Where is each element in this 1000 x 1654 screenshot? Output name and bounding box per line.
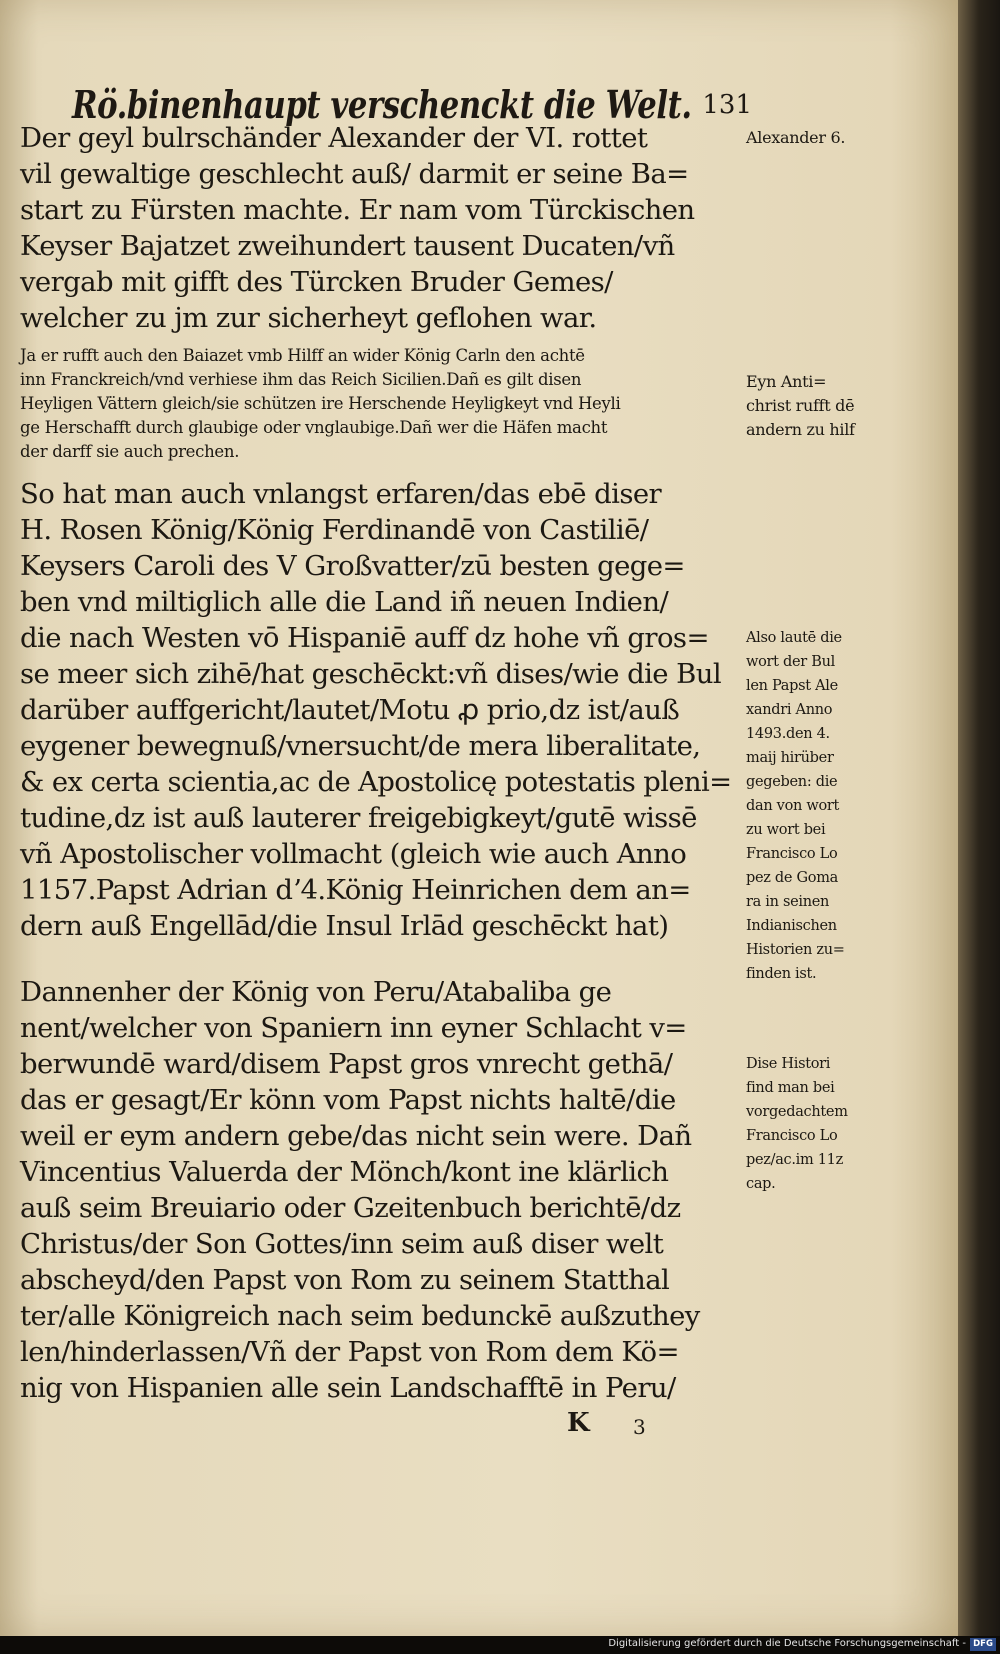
text-line: & ex certa scientia,ac de Apostolicę potestatis pleni= [20,766,732,798]
text-line-small: der darff sie auch prechen. [20,442,240,461]
text-line: welcher zu jm zur sicherheyt geflohen war. [20,302,597,334]
margin-line: Eyn Anti= [746,372,827,391]
margin-line: pez/ac.im 11z [746,1152,843,1168]
margin-line: Francisco Lo [746,1128,838,1144]
text-line: len/hinderlassen/Vñ der Papst von Rom dem Kö= [20,1336,679,1368]
footer-credit: Digitalisierung gefördert durch die Deutsche Forschungsgemeinschaft - [608,1638,966,1649]
text-line: dern auß Engellād/die Insul Irlād geschēckt hat) [20,910,669,942]
text-line: vergab mit gifft des Türcken Bruder Gemes/ [20,266,613,298]
text-line-small: Heyligen Vättern gleich/sie schützen ire Herschende Heyligkeyt vnd Heyli [20,394,621,413]
text-line-small: inn Franckreich/vnd verhiese ihm das Reich Sicilien.Dañ es gilt disen [20,370,582,389]
text-line: ter/alle Königreich nach seim bedunckē außzuthey [20,1300,700,1332]
margin-line: Francisco Lo [746,846,838,862]
page-number: 131 [702,90,752,120]
signature-mark: K [567,1408,590,1438]
margin-line: zu wort bei [746,822,826,838]
margin-line: finden ist. [746,966,817,982]
text-line: Vincentius Valuerda der Mönch/kont ine klärlich [20,1156,669,1188]
margin-line: Dise Histori [746,1056,831,1072]
margin-line: andern zu hilf [746,420,855,439]
text-line: H. Rosen König/König Ferdinandē von Castiliē/ [20,514,649,546]
margin-line: Historien zu= [746,942,845,958]
dfg-logo: DFG [970,1638,996,1651]
text-line: se meer sich zihē/hat geschēckt:vñ dises/wie die Bul [20,658,722,690]
text-line: So hat man auch vnlangst erfaren/das ebē diser [20,478,662,510]
text-line: nent/welcher von Spaniern inn eyner Schlacht v= [20,1012,687,1044]
text-line: berwundē ward/disem Papst gros vnrecht gethā/ [20,1048,673,1080]
signature-number: 3 [633,1415,646,1439]
text-line: eygener bewegnuß/vnersucht/de mera liberalitate, [20,730,701,762]
margin-line: dan von wort [746,798,840,814]
text-line: Keyser Bajatzet zweihundert tausent Ducaten/vñ [20,230,675,262]
margin-line: Alexander 6. [746,128,846,147]
text-line: tudine,dz ist auß lauterer freigebigkeyt/gutē wissē [20,802,697,834]
text-line: nig von Hispanien alle sein Landschafftē in Peru/ [20,1372,676,1404]
text-line: Keysers Caroli des V Großvatter/zū besten gege= [20,550,685,582]
margin-line: 1493.den 4. [746,726,830,742]
margin-line: ra in seinen [746,894,830,910]
margin-line: find man bei [746,1080,835,1096]
text-line: 1157.Papst Adrian dʼ4.König Heinrichen dem an= [20,874,691,906]
text-line: Christus/der Son Gottes/inn seim auß diser welt [20,1228,664,1260]
text-line: Dannenher der König von Peru/Atabaliba ge [20,976,612,1008]
margin-line: vorgedachtem [746,1104,848,1120]
text-line: weil er eym andern gebe/das nicht sein were. Dañ [20,1120,692,1152]
text-line: ben vnd miltiglich alle die Land iñ neuen Indien/ [20,586,669,618]
page-title: Rö.binenhaupt verschenckt die Welt. [72,82,692,127]
text-line: vil gewaltige geschlecht auß/ darmit er seine Ba= [20,158,689,190]
text-line: abscheyd/den Papst von Rom zu seinem Statthal [20,1264,670,1296]
margin-line: gegeben: die [746,774,838,790]
text-line-small: Ja er rufft auch den Baiazet vmb Hilff an wider König Carln den achtē [20,346,585,365]
margin-line: Also lautē die [746,630,842,646]
text-line: das er gesagt/Er könn vom Papst nichts haltē/die [20,1084,676,1116]
text-line: die nach Westen vō Hispaniē auff dz hohe vñ gros= [20,622,709,654]
margin-line: xandri Anno [746,702,833,718]
text-line: auß seim Breuiario oder Gzeitenbuch berichtē/dz [20,1192,681,1224]
margin-line: wort der Bul [746,654,835,670]
margin-line: len Papst Ale [746,678,838,694]
text-line-small: ge Herschafft durch glaubige oder vnglaubige.Dañ wer die Häfen macht [20,418,608,437]
text-line: darüber auffgericht/lautet/Motu ꝓ prio,dz ist/auß [20,694,680,726]
page-edge [958,0,1000,1636]
margin-line: maij hirüber [746,750,834,766]
margin-line: Indianischen [746,918,837,934]
text-line: Der geyl bulrschänder Alexander der VI. rottet [20,122,648,154]
margin-line: pez de Goma [746,870,838,886]
margin-line: christ rufft dē [746,396,855,415]
text-line: start zu Fürsten machte. Er nam vom Türckischen [20,194,695,226]
margin-line: cap. [746,1176,776,1192]
text-line: vñ Apostolischer vollmacht (gleich wie auch Anno [20,838,687,870]
